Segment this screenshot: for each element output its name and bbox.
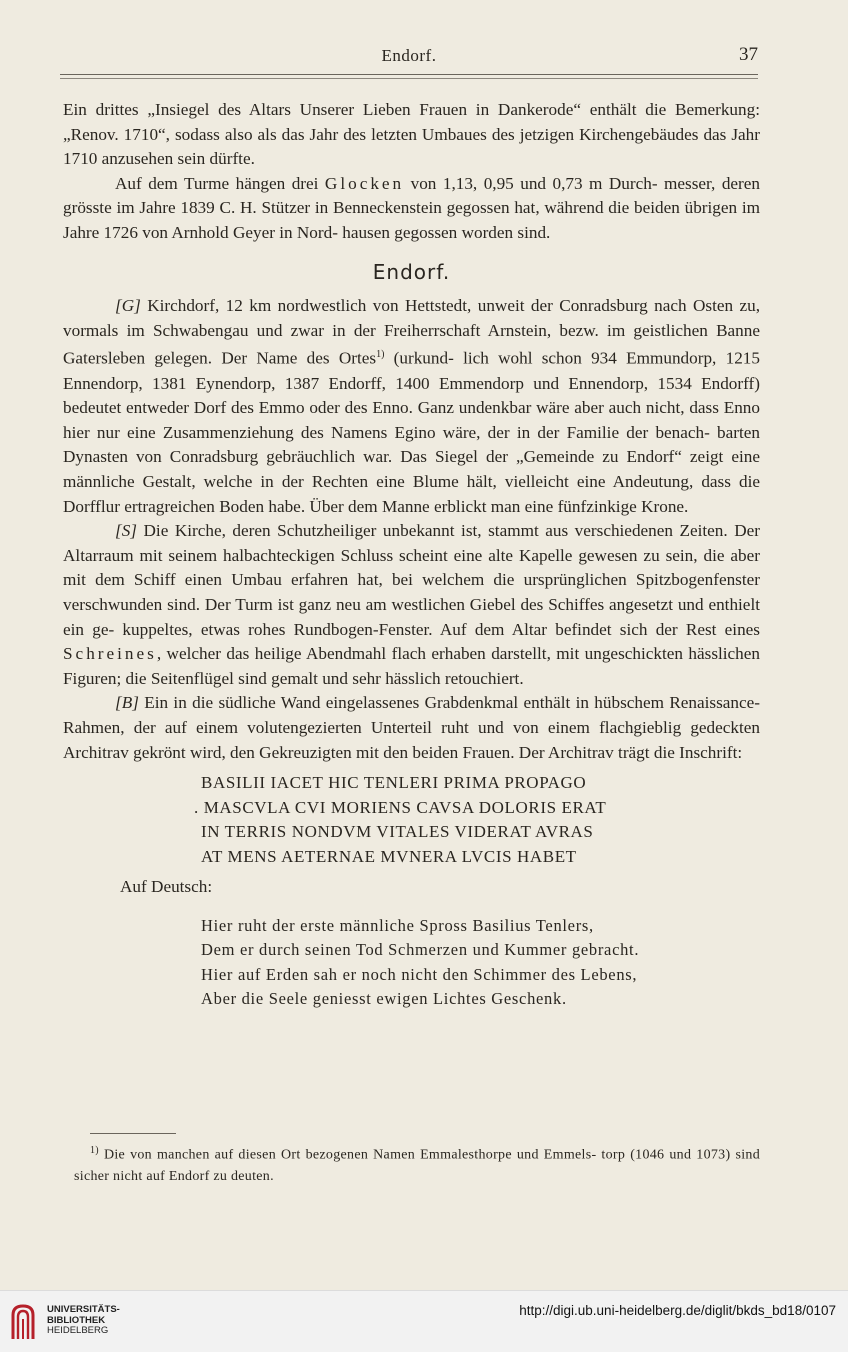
marker-s: [S] [115, 521, 137, 541]
paragraph-s [63, 519, 760, 691]
paragraph-g [63, 294, 760, 519]
paragraph-g-text-b: (urkund‐ lich wohl schon 934 Emmundorp, 1215 Ennendorp, 1381 Eynendorp, 1387 Endorff, 1400 Emmendorp und Ennendorp, 1534 Endorff) bedeutet entweder Dorf des Emmo oder des Enno. Ganz undenkbar wäre aber auch nicht, dass Enno hier nur eine Zusammenziehung des Namens Egino wäre, der in der Familie der benach‐ barten Dynasten von Conradsburg gebräuchlich war. Das Siegel der „Gemeinde zu Endorf“ zeigt eine männliche Gestalt, welche in der Rechten eine Blume hält, vielleicht eine Andeutung, dass die Dorfflur ertragreichen Boden habe. Über dem Manne erblickt man eine fünfzinkige Krone. [63, 349, 760, 516]
footnote-rule [90, 1133, 176, 1134]
library-name-line: BIBLIOTHEK [47, 1314, 106, 1326]
latin-inscription [63, 771, 760, 869]
marker-g: [G] [115, 296, 141, 316]
schreines-spaced-word: Schreines [63, 644, 157, 664]
footnote [74, 1140, 760, 1187]
footnote-ref: 1) [376, 349, 385, 361]
running-title: Endorf. [381, 46, 437, 65]
marker-b: [B] [115, 693, 139, 713]
paragraph-b [63, 691, 760, 765]
translation-line: Dem er durch seinen Tod Schmerzen und Kummer gebracht. [201, 940, 640, 960]
header-rule [60, 74, 758, 79]
library-name[interactable] [47, 1305, 120, 1337]
page-number: 37 [739, 44, 758, 65]
translation-line: Hier ruht der erste männliche Spross Basilius Tenlers, [201, 915, 594, 935]
inscription-line: AT MENS AETERNAE MVNERA LVCIS HABET [201, 846, 577, 866]
library-name-line: UNIVERSITÄTS- [47, 1304, 120, 1315]
glocken-text-before: Auf dem Turme hängen drei [115, 173, 325, 193]
paragraph-s-text-b: , welcher das heilige Abendmahl flach erhaben darstellt, mit ungeschickten hässlichen Figuren; die Seitenflügel sind gemalt und sehr hässlich retouchiert. [63, 644, 760, 688]
translation-line: Aber die Seele geniesst ewigen Lichtes Geschenk. [201, 989, 567, 1009]
paragraph-s-text-a: Die Kirche, deren Schutzheiliger unbekannt ist, stammt aus verschiedenen Zeiten. Der Altarraum mit seinem halbachteckigen Schluss scheint eine alte Kapelle gewesen zu sein, die aber mit dem Schiff einen Umbau erfahren hat, bei welchem die ursprünglichen Spitzbogenfenster verschwunden sind. Der Turm ist ganz neu am westlichen Giebel des Schiffes angesetzt und enthielt ein ge‐ kuppeltes, etwas rohes Rundbogen‐Fenster. Auf dem Altar befindet sich der Rest eines [63, 521, 760, 639]
library-name-line: HEIDELBERG [47, 1325, 109, 1336]
footnote-text: Die von manchen auf diesen Ort bezogenen Namen Emmalesthorpe und Emmels‐ torp (1046 und 1073) sind sicher nicht auf Endorf zu deuten. [74, 1147, 760, 1184]
permalink-url[interactable]: http://digi.ub.uni-heidelberg.de/diglit/bkds_bd18/0107 [519, 1303, 836, 1318]
translation-label: Auf Deutsch: [120, 877, 213, 897]
paragraph-b-text: Ein in die südliche Wand eingelassenes Grabdenkmal enthält in hübschem Renaissance‐Rahmen, der auf einem volutengezierten Unterteil ruht und von einem flachgieblig gedeckten Architrav gekrönt wird, den Gekreuzigten mit den beiden Frauen. Der Architrav trägt die Inschrift: [63, 693, 760, 762]
footnote-mark: 1) [90, 1145, 99, 1156]
page-body [63, 98, 760, 1012]
german-translation [63, 914, 760, 1012]
library-logo-icon[interactable] [9, 1303, 37, 1341]
paragraph-insiegel: Ein drittes „Insiegel des Altars Unserer Lieben Frauen in Dankerode“ enthält die Bemerkung: „Renov. 1710“, sodass also als das Jahr des letzten Umbaues des jetzigen Kirchengebäudes das Jahr 1710 anzusehen sein dürfte. [63, 100, 760, 169]
translation-line: Hier auf Erden sah er noch nicht den Schimmer des Lebens, [201, 964, 638, 984]
running-header [60, 46, 758, 70]
glocken-spaced-word: Glocken [324, 173, 405, 193]
inscription-line: . MASCVLA CVI MORIENS CAVSA DOLORIS ERAT [194, 797, 607, 817]
viewer-footer-bar [0, 1290, 848, 1352]
glocken-text-after: von 1,13, 0,95 und 0,73 m Durch‐ messer, deren grösste im Jahre 1839 C. H. Stützer in Benneckenstein gegossen hat, während die beiden übrigen im Jahre 1726 von Arnhold Geyer in Nord‐ hausen gegossen worden sind. [63, 173, 760, 242]
section-title: Endorf. [372, 259, 451, 284]
paragraph-glocken [63, 172, 760, 246]
inscription-line: IN TERRIS NONDVM VITALES VIDERAT AVRAS [201, 822, 594, 842]
inscription-line: BASILII IACET HIC TENLERI PRIMA PROPAGO [201, 773, 587, 793]
paragraph-g-text-a: Kirchdorf, 12 km nordwestlich von Hettstedt, unweit der Conradsburg nach Osten zu, vormals im Schwabengau und zwar in der Freiherrschaft Arnstein, bezw. im geistlichen Banne Gatersleben gelegen. Der Name des Ortes [63, 296, 760, 369]
